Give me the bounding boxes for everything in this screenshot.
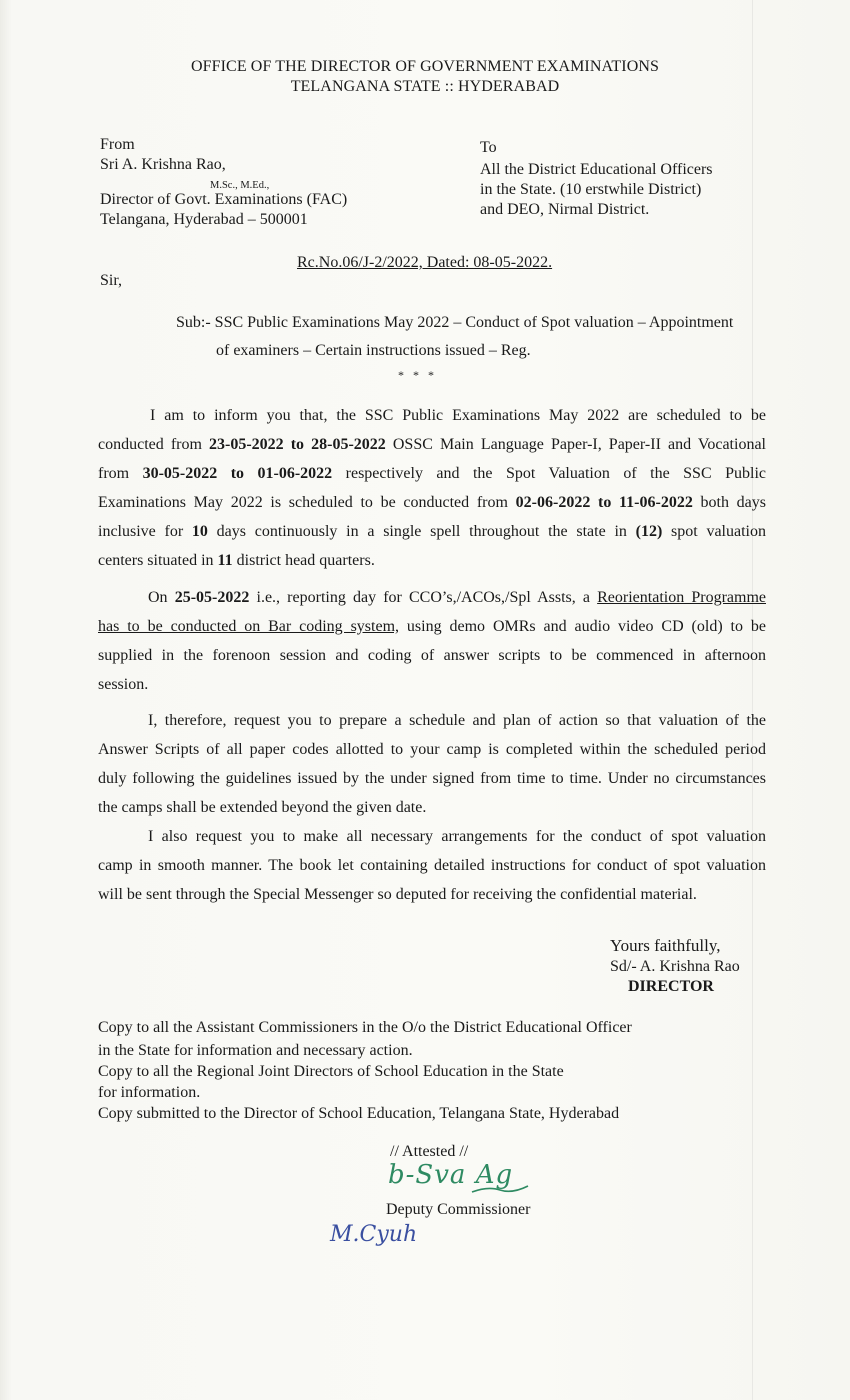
to-line-3: and DEO, Nirmal District. bbox=[480, 201, 650, 218]
from-qualification: M.Sc., M.Ed., bbox=[210, 180, 270, 191]
p1-line: I am to inform you that, the SSC Public Examinations May 2022 are scheduled to be bbox=[150, 407, 766, 424]
p2-line: session. bbox=[98, 676, 149, 693]
attested-label: // Attested // bbox=[390, 1143, 469, 1160]
p2-line: supplied in the forenoon session and coding of answer scripts to be commenced in afternoon bbox=[98, 647, 766, 664]
attesting-signature: b-Sva Ag bbox=[388, 1160, 514, 1190]
p3-line: I, therefore, request you to prepare a schedule and plan of action so that valuation of the bbox=[148, 712, 766, 729]
signature-flourish bbox=[470, 1182, 530, 1198]
copy-line-1a: Copy to all the Assistant Commissioners in the O/o the District Educational Officer bbox=[98, 1019, 632, 1036]
page-fold-line bbox=[752, 0, 753, 1400]
attesting-designation: Deputy Commissioner bbox=[386, 1201, 531, 1218]
copy-line-2b: for information. bbox=[98, 1084, 201, 1101]
reference-number: Rc.No.06/J-2/2022, Dated: 08-05-2022. bbox=[297, 254, 553, 271]
p4-line: will be sent through the Special Messenger so deputed for receiving the confidential material. bbox=[98, 886, 697, 903]
office-title: OFFICE OF THE DIRECTOR OF GOVERNMENT EXAMINATIONS bbox=[190, 58, 660, 75]
p1-line: centers situated in 11 district head quarters. bbox=[98, 552, 375, 569]
to-line-2: in the State. (10 erstwhile District) bbox=[480, 181, 702, 198]
from-address: Telangana, Hyderabad – 500001 bbox=[100, 211, 308, 228]
p3-line: the camps shall be extended beyond the given date. bbox=[98, 799, 427, 816]
p3-line: duly following the guidelines issued by the under signed from time to time. Under no circumstances bbox=[98, 770, 766, 787]
paragraph-1 bbox=[98, 401, 766, 575]
paragraph-4 bbox=[98, 822, 766, 909]
signed-name: Sd/- A. Krishna Rao bbox=[610, 958, 740, 975]
copy-line-2a: Copy to all the Regional Joint Directors of School Education in the State bbox=[98, 1063, 564, 1080]
subject-separator: * * * bbox=[398, 368, 437, 382]
salutation: Sir, bbox=[100, 272, 123, 289]
initials-signature: M.Cyuh bbox=[330, 1222, 418, 1247]
copy-line-1b: in the State for information and necessary action. bbox=[98, 1042, 413, 1059]
to-line-1: All the District Educational Officers bbox=[480, 161, 713, 178]
from-name: Sri A. Krishna Rao, bbox=[100, 156, 226, 173]
from-label: From bbox=[100, 136, 135, 153]
office-location: TELANGANA STATE :: HYDERABAD bbox=[290, 78, 560, 95]
p3-line: Answer Scripts of all paper codes allotted to your camp is completed within the scheduled period bbox=[98, 741, 766, 758]
from-designation: Director of Govt. Examinations (FAC) bbox=[100, 191, 348, 208]
closing-phrase: Yours faithfully, bbox=[610, 936, 721, 955]
p2-line: has to be conducted on Bar coding system, using demo OMRs and audio video CD (old) to be bbox=[98, 618, 767, 635]
p1-line: Examinations May 2022 is scheduled to be conducted from 02-06-2022 to 11-06-2022 both days bbox=[98, 494, 767, 511]
p1-line: inclusive for 10 days continuously in a single spell throughout the state in (12) spot valuation bbox=[98, 523, 766, 540]
p2-line: On 25-05-2022 i.e., reporting day for CCO’s,/ACOs,/Spl Assts, a Reorientation Programme bbox=[148, 589, 766, 606]
signatory-title: DIRECTOR bbox=[628, 978, 714, 995]
subject-line-2: of examiners – Certain instructions issued – Reg. bbox=[216, 342, 531, 359]
copy-line-3: Copy submitted to the Director of School Education, Telangana State, Hyderabad bbox=[98, 1105, 620, 1122]
p1-line: conducted from 23-05-2022 to 28-05-2022 OSSC Main Language Paper-I, Paper-II and Vocational bbox=[98, 436, 766, 453]
p1-line: from 30-05-2022 to 01-06-2022 respectively and the Spot Valuation of the SSC Public bbox=[98, 465, 766, 482]
paragraph-3 bbox=[98, 706, 766, 822]
p4-line: camp in smooth manner. The book let containing detailed instructions for conduct of spot valuation bbox=[98, 857, 766, 874]
paragraph-2 bbox=[98, 583, 766, 699]
to-label: To bbox=[480, 139, 497, 156]
p4-line: I also request you to make all necessary arrangements for the conduct of spot valuation bbox=[148, 828, 766, 845]
subject-line-1: Sub:- SSC Public Examinations May 2022 – Conduct of Spot valuation – Appointment bbox=[176, 314, 734, 331]
